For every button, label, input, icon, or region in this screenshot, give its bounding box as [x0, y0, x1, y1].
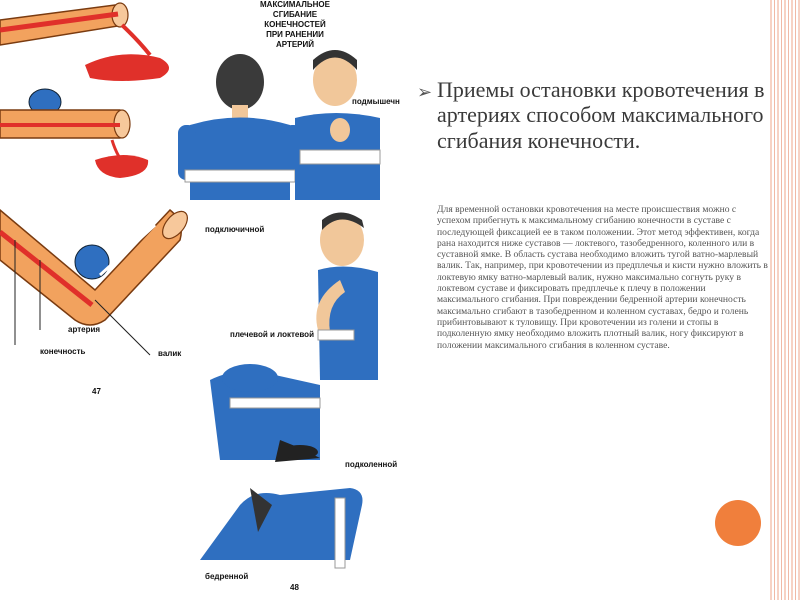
caption-line-4: ПРИ РАНЕНИИ [266, 30, 324, 39]
caption-line-3: КОНЕЧНОСТЕЙ [264, 20, 326, 29]
label-konechnost: конечность [40, 347, 86, 356]
label-plechevoy: плечевой и локтевой [230, 330, 314, 339]
label-podklyuchichnoy: подключичной [205, 225, 265, 234]
slide-title: Приемы остановки кровотечения в артериях способом максимального сгибания конечности. [437, 77, 765, 153]
label-podkolennoy: подколенной [345, 460, 398, 469]
figure-hip-flex [200, 488, 363, 568]
caption-line-5: АРТЕРИЙ [275, 40, 315, 49]
artery-pipe-middle [0, 89, 148, 178]
slide-body-text: Для временной остановки кровотечения на месте происшествия можно с успехом прибегнуть к максимальному сгибанию конечности в суставе с последующей фиксацией ее в таком положении. Этот метод эффективен, когда рана находится ниже суставов — локтевого, тазобедренного, коленного или в суставной ямке. В область сустава необходимо вложить тугой ватно-марлевый валик. Так, например, при кровотечении из предплечья и кисти нужно вложить в локтевую ямку ватно-марлевый валик, нужно максимально согнуть руку в локтевом суставе и фиксировать предплечье к плечу в положении максимального сгибания. При повреждении бедренной артерии конечность максимально сгибают в тазобедренном и коленном суставах, бедро и голень прибинтовывают к туловищу. При кровотечении из голени и стопы в подколенную ямку необходимо вложить плотный валик, ногу фиксируют в положении максимального сгибания в коленном суставе. [437, 204, 768, 351]
figure-side-view [316, 213, 378, 381]
decorative-stripes [770, 0, 800, 600]
artery-pipe-top [0, 3, 169, 81]
label-valik: валик [158, 349, 182, 358]
caption-line-2: СГИБАНИЕ [272, 10, 318, 19]
page-number-47: 47 [92, 387, 101, 396]
figure-back-view [178, 54, 302, 200]
page-number-48: 48 [290, 583, 299, 592]
illustration-caption [260, 0, 331, 49]
figure-knee-flex [210, 364, 320, 462]
bullet-arrow-icon: ➢ [417, 82, 433, 103]
orange-circle-decoration [715, 500, 761, 546]
label-bedrennoy: бедренной [205, 572, 249, 581]
caption-line-1: МАКСИМАЛЬНОЕ [260, 0, 330, 9]
label-arteriya: артерия [68, 325, 101, 334]
label-podmyshechnoy: подмышечн [352, 97, 400, 106]
figure-front-view [295, 50, 380, 200]
